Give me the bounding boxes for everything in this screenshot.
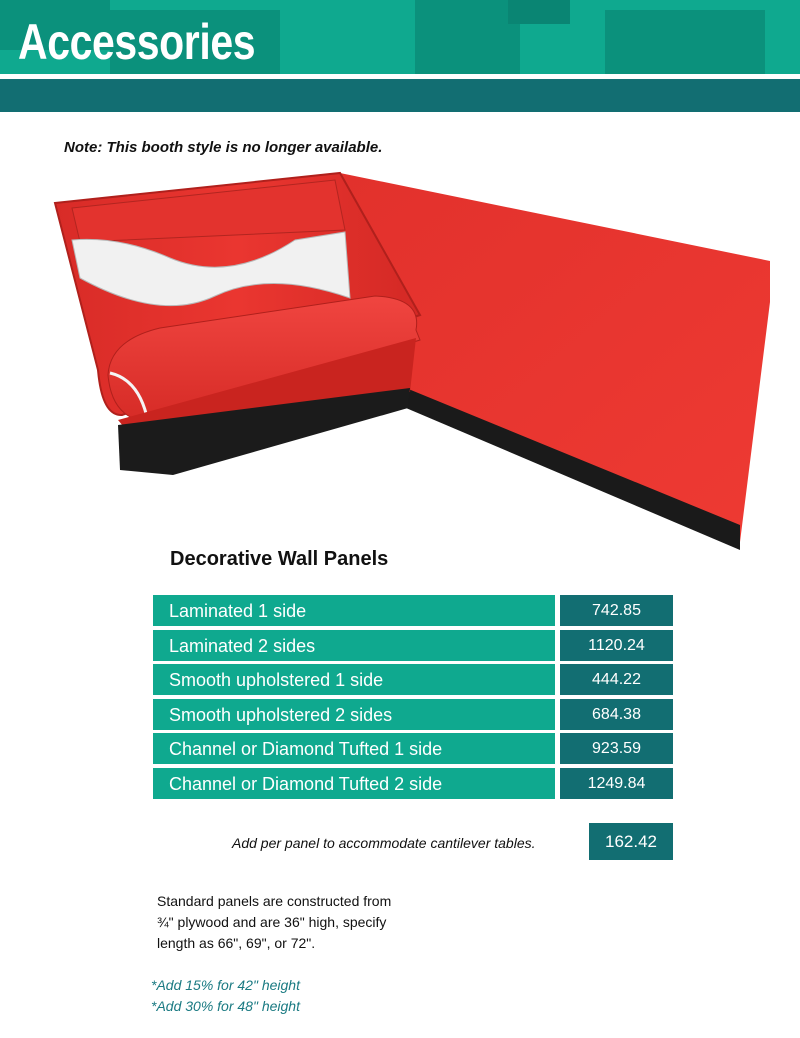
price-table bbox=[153, 595, 673, 803]
header-banner bbox=[0, 0, 800, 112]
panel-option-label: Laminated 1 side bbox=[153, 595, 555, 626]
banner-block bbox=[415, 0, 520, 74]
panel-option-price: 1120.24 bbox=[560, 630, 673, 661]
availability-note: Note: This booth style is no longer available. bbox=[64, 139, 383, 156]
panel-option-label: Channel or Diamond Tufted 1 side bbox=[153, 733, 555, 764]
panel-option-price: 923.59 bbox=[560, 733, 673, 764]
page-title: Accessories bbox=[18, 14, 256, 70]
section-title: Decorative Wall Panels bbox=[170, 548, 389, 570]
banner-band bbox=[0, 79, 800, 112]
banner-block bbox=[605, 10, 765, 74]
price-row bbox=[153, 733, 673, 768]
price-row bbox=[153, 630, 673, 665]
panel-option-price: 444.22 bbox=[560, 664, 673, 695]
panel-option-price: 742.85 bbox=[560, 595, 673, 626]
standard-line: Standard panels are constructed from bbox=[157, 893, 392, 909]
standard-line: length as 66", 69", or 72". bbox=[157, 935, 316, 951]
price-row bbox=[153, 595, 673, 630]
panel-option-label: Smooth upholstered 2 sides bbox=[153, 699, 555, 730]
standard-line: ¾" plywood and are 36" high, specify bbox=[157, 914, 387, 930]
panel-option-price: 684.38 bbox=[560, 699, 673, 730]
price-row bbox=[153, 768, 673, 803]
panel-option-label: Laminated 2 sides bbox=[153, 630, 555, 661]
price-row bbox=[153, 664, 673, 699]
cantilever-price: 162.42 bbox=[589, 823, 673, 860]
panel-option-price: 1249.84 bbox=[560, 768, 673, 799]
height-footnote: *Add 15% for 42" height bbox=[151, 977, 300, 993]
height-footnote: *Add 30% for 48" height bbox=[151, 998, 300, 1014]
banner-block bbox=[508, 0, 570, 24]
booth-photo bbox=[50, 170, 770, 555]
panel-option-label: Smooth upholstered 1 side bbox=[153, 664, 555, 695]
panel-option-label: Channel or Diamond Tufted 2 side bbox=[153, 768, 555, 799]
price-row bbox=[153, 699, 673, 734]
cantilever-label: Add per panel to accommodate cantilever tables. bbox=[232, 835, 536, 851]
standard-panels-text bbox=[157, 891, 447, 954]
